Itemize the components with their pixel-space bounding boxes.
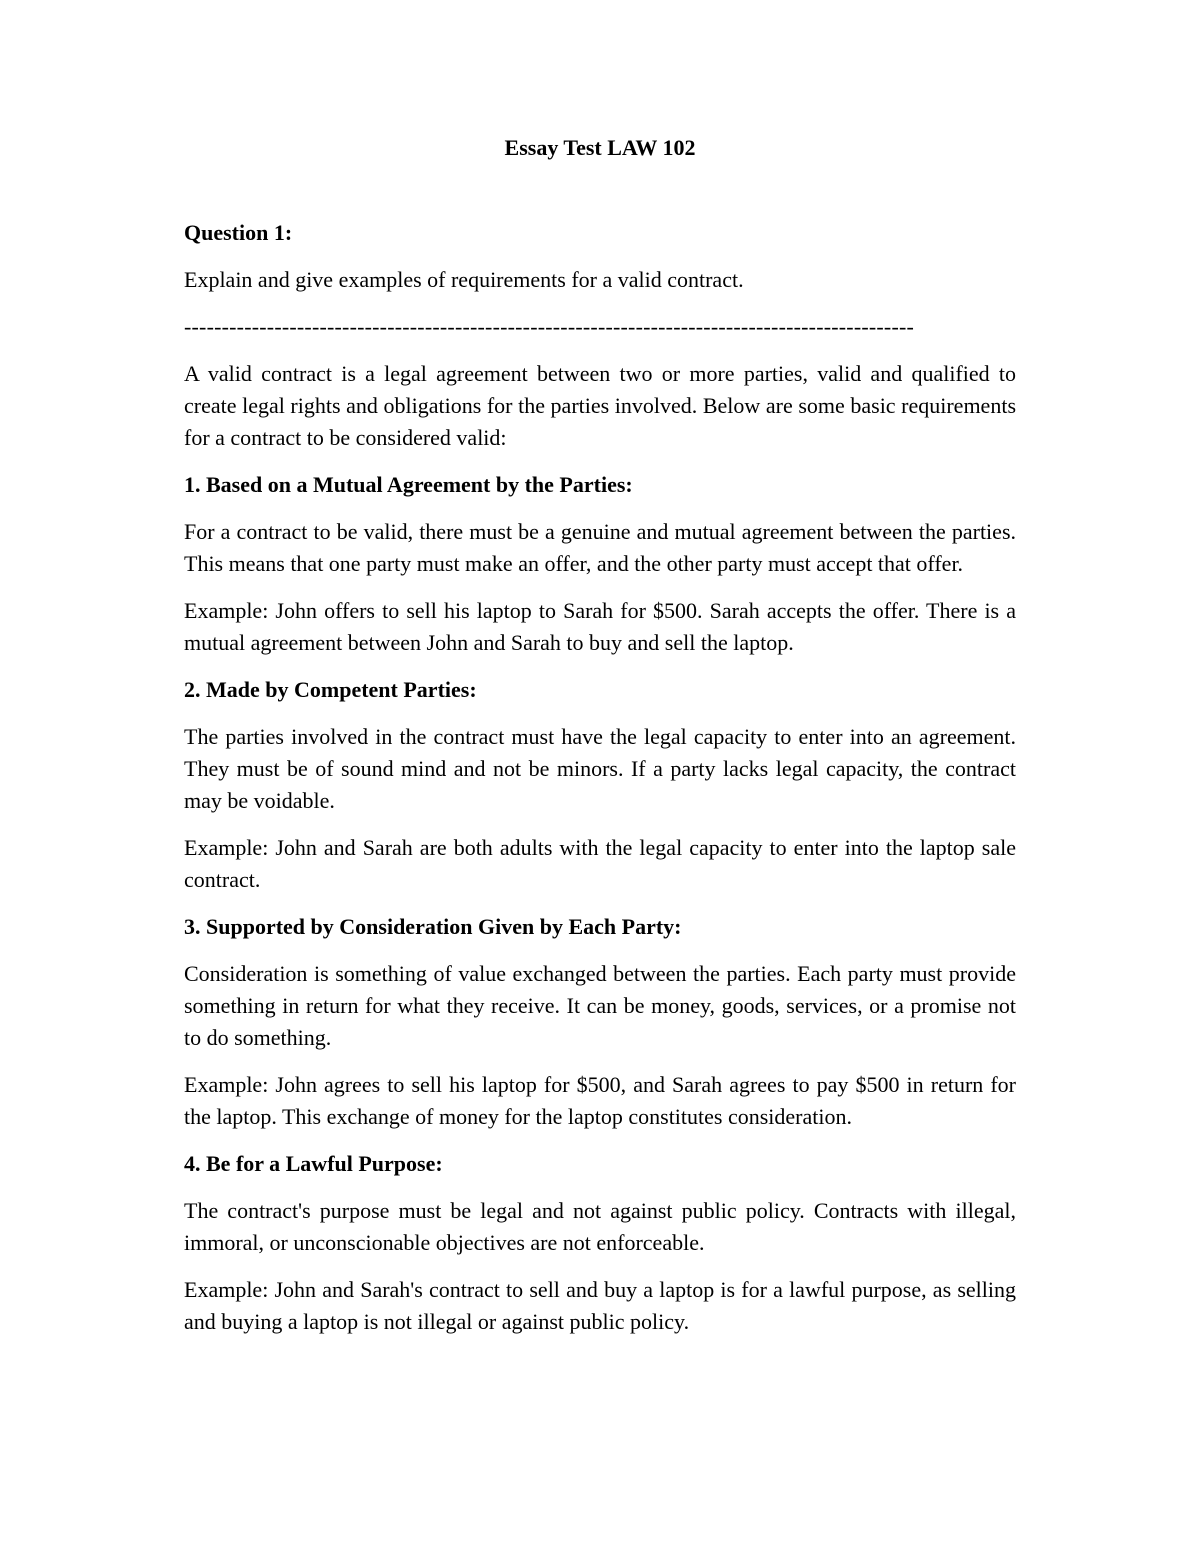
section-heading: 2. Made by Competent Parties: bbox=[184, 677, 477, 702]
section-example: Example: John offers to sell his laptop to Sarah for $500. Sarah accepts the offer. There is a mutual agreement between John and Sarah to buy and sell the laptop. bbox=[184, 598, 1016, 655]
section-heading: 1. Based on a Mutual Agreement by the Parties: bbox=[184, 472, 633, 497]
section-body: Consideration is something of value exchanged between the parties. Each party must provide something in return for what they receive. It can be money, goods, services, or a promise not to do something. bbox=[184, 961, 1016, 1050]
divider-line: ------------------------------------------------------------------------------------------------- bbox=[184, 314, 915, 339]
section-3 bbox=[184, 911, 1016, 1133]
section-example: Example: John and Sarah are both adults with the legal capacity to enter into the laptop sale contract. bbox=[184, 835, 1016, 892]
intro-paragraph: A valid contract is a legal agreement between two or more parties, valid and qualified to create legal rights and obligations for the parties involved. Below are some basic requirements for a contract to be considered valid: bbox=[184, 361, 1016, 450]
section-1 bbox=[184, 469, 1016, 659]
section-body: For a contract to be valid, there must be a genuine and mutual agreement between the parties. This means that one party must make an offer, and the other party must accept that offer. bbox=[184, 519, 1016, 576]
document-title: Essay Test LAW 102 bbox=[504, 135, 696, 160]
question-label: Question 1: bbox=[184, 220, 293, 245]
section-2 bbox=[184, 674, 1016, 896]
section-heading: 3. Supported by Consideration Given by Each Party: bbox=[184, 914, 682, 939]
section-example: Example: John agrees to sell his laptop for $500, and Sarah agrees to pay $500 in return for the laptop. This exchange of money for the laptop constitutes consideration. bbox=[184, 1072, 1016, 1129]
section-body: The contract's purpose must be legal and not against public policy. Contracts with illegal, immoral, or unconscionable objectives are not enforceable. bbox=[184, 1198, 1016, 1255]
section-example: Example: John and Sarah's contract to sell and buy a laptop is for a lawful purpose, as selling and buying a laptop is not illegal or against public policy. bbox=[184, 1277, 1016, 1334]
document-content bbox=[184, 132, 1016, 1353]
section-4 bbox=[184, 1148, 1016, 1338]
question-text: Explain and give examples of requirements for a valid contract. bbox=[184, 267, 744, 292]
section-heading: 4. Be for a Lawful Purpose: bbox=[184, 1151, 443, 1176]
section-body: The parties involved in the contract must have the legal capacity to enter into an agreement. They must be of sound mind and not be minors. If a party lacks legal capacity, the contract may be voidable. bbox=[184, 724, 1016, 813]
